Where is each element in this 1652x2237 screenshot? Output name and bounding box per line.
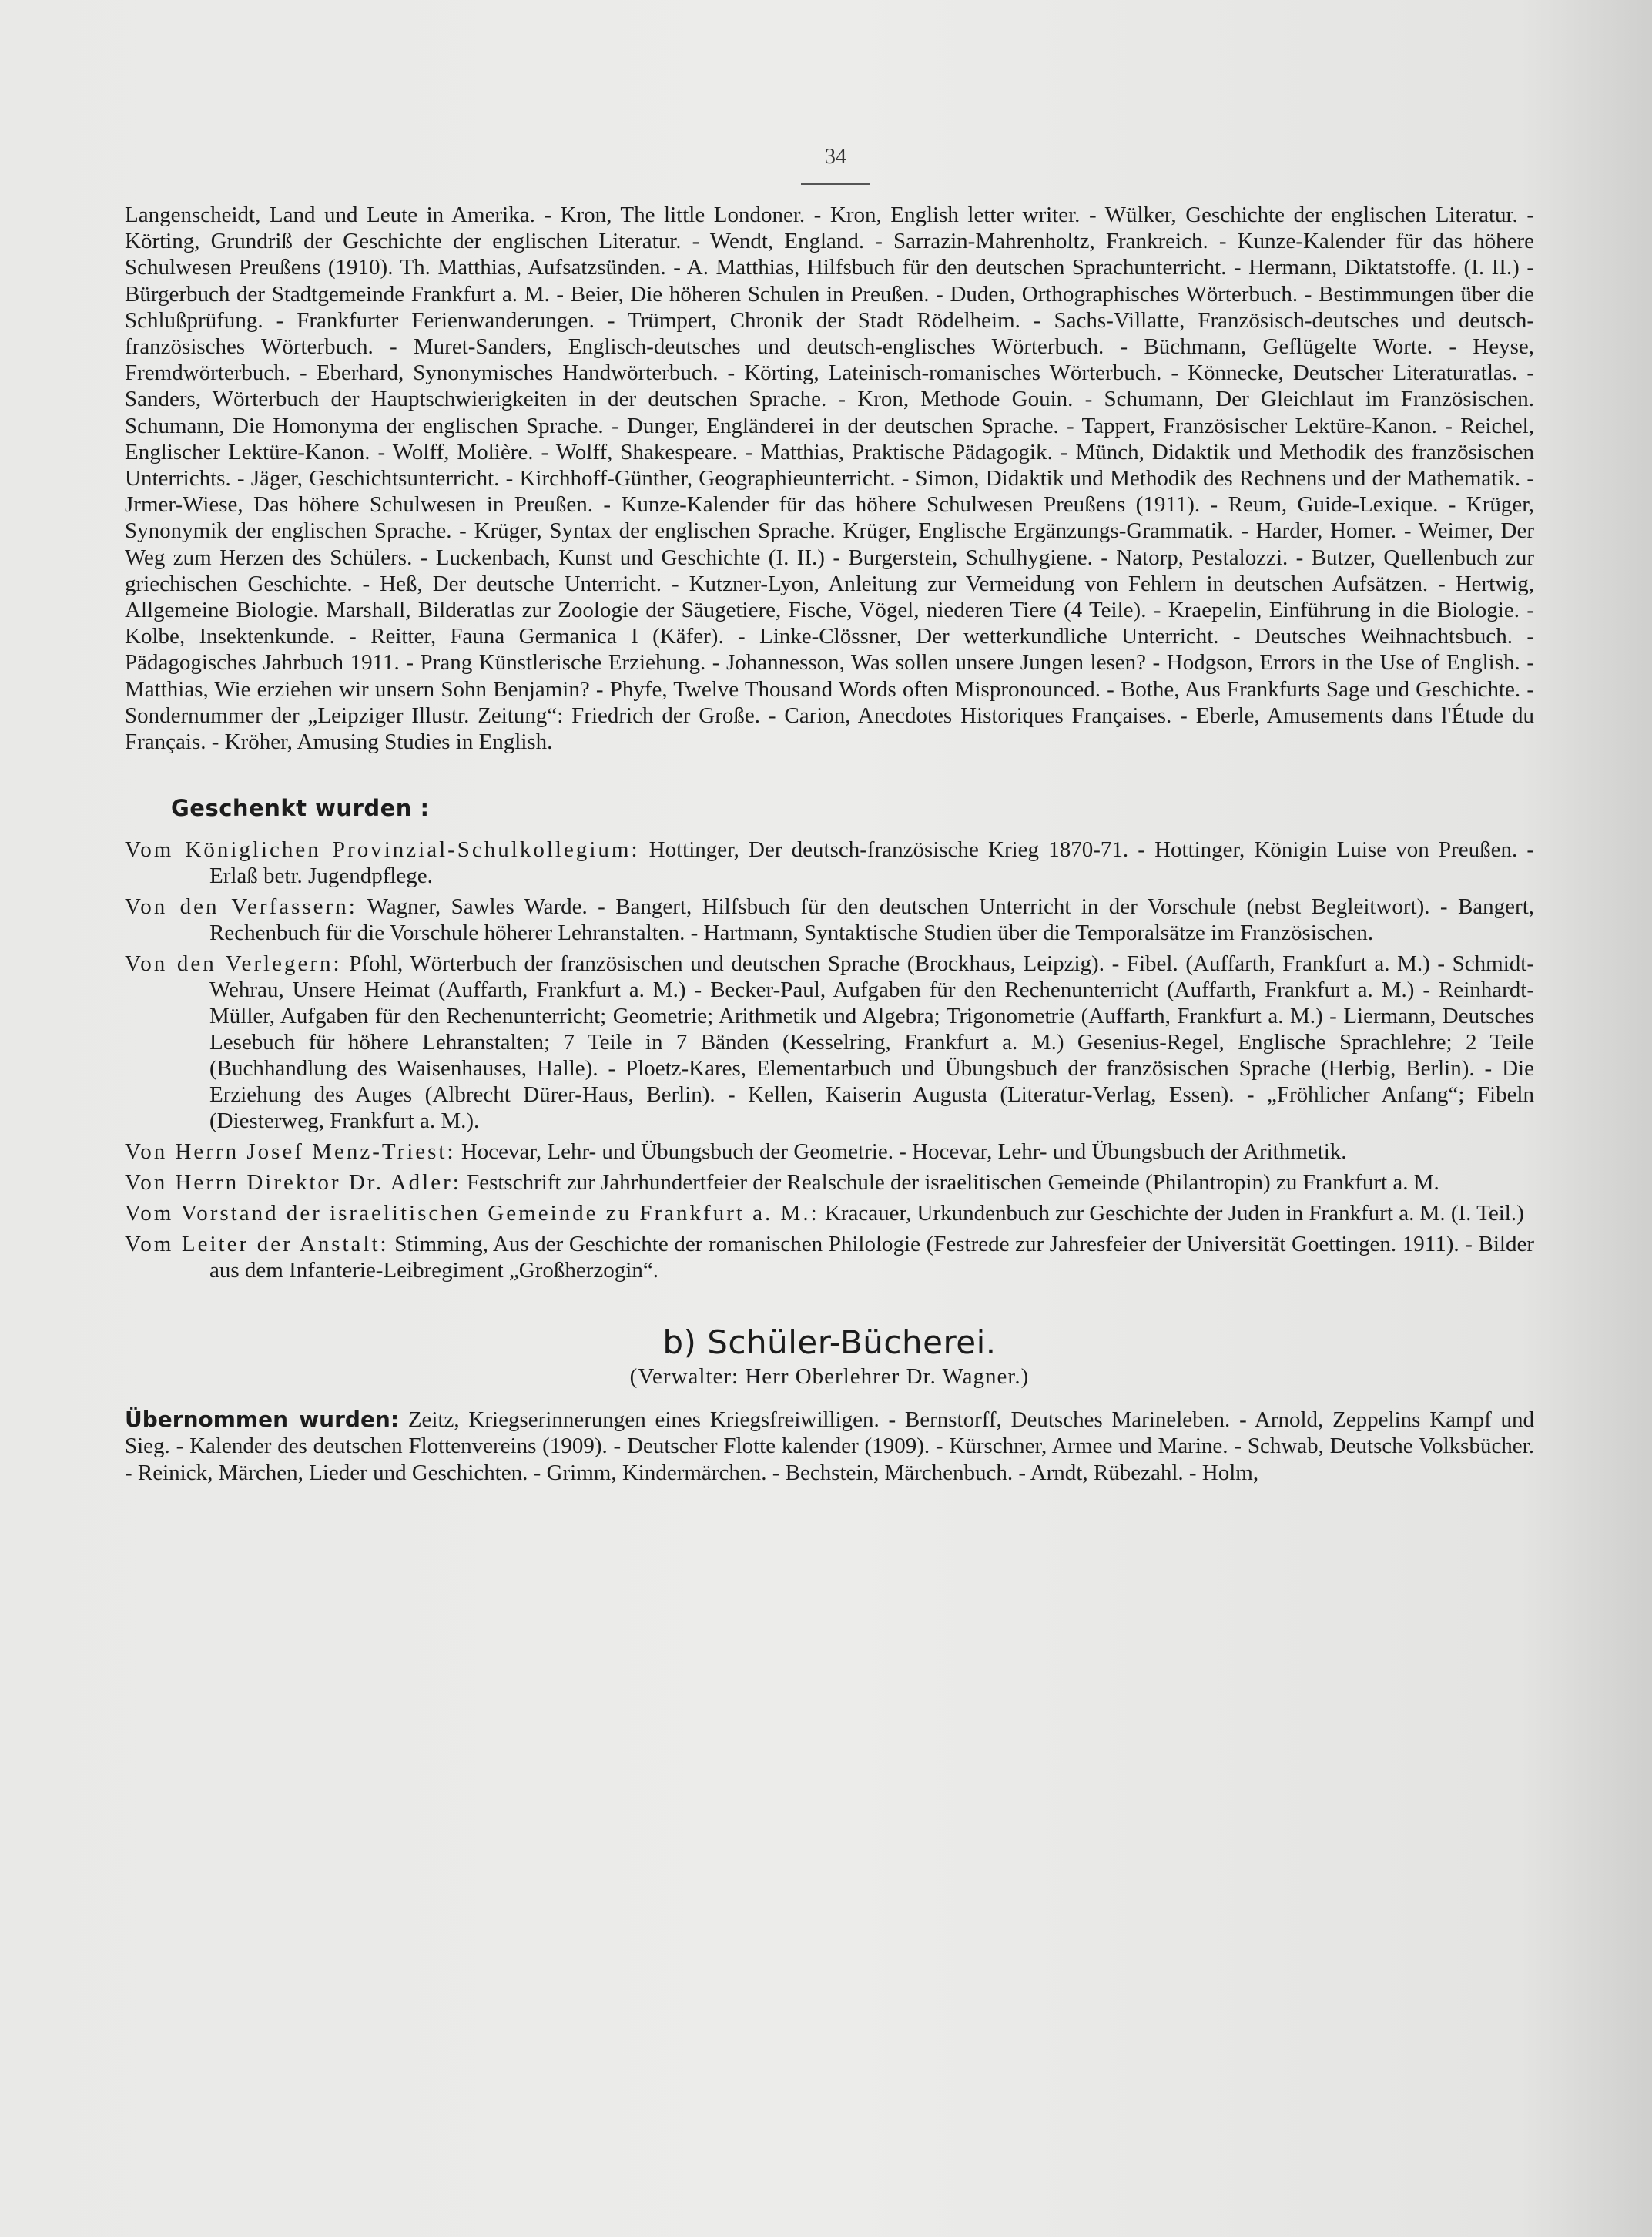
subsection-subtitle: (Verwalter: Herr Oberlehrer Dr. Wagner.)	[629, 1364, 1030, 1390]
donation-entry	[125, 837, 1534, 889]
donation-entry	[125, 894, 1534, 946]
donation-text: Hottinger, Der deutsch-französische Krieg 1870-71. - Hottinger, Königin Luise von Preußen. - Erlaß betr. Jugendpflege.	[209, 837, 1535, 889]
donation-entry	[125, 1200, 1534, 1226]
donation-entry	[125, 951, 1534, 1134]
donation-text: Hocevar, Lehr- und Übungsbuch der Geometrie. - Hocevar, Lehr- und Übungsbuch der Arithmetik.	[455, 1139, 1347, 1165]
donation-text: Festschrift zur Jahrhundertfeier der Realschule der israelitischen Gemeinde (Philantropin) zu Frankfurt a. M.	[461, 1170, 1439, 1196]
donation-donor: Von Herrn Direktor Dr. Adler:	[125, 1170, 461, 1196]
page-number-rule	[801, 183, 870, 185]
donation-donor: Von den Verlegern:	[125, 951, 342, 977]
page-content	[125, 202, 1534, 1486]
donation-donor: Von Herrn Josef Menz-Triest:	[125, 1139, 456, 1165]
donation-text: Pfohl, Wörterbuch der französischen und deutschen Sprache (Brockhaus, Leipzig). - Fibel. (Auffarth, Frankfurt a. M.) - Schmidt-Wehrau, Unsere Heimat (Auffarth, Frankfurt a. M.) - Becker-Paul, Aufgaben für den Rechenunterricht (Auffarth, Frankfurt a. M.) - Reinhardt-Müller, Aufgaben für den Rechenunterricht; Geometrie; Arithmetik und Algebra; Trigonometrie (Auffarth, Frankfurt a. M.) - Liermann, Deutsches Lesebuch für höhere Lehranstalten; 7 Teile in 7 Bänden (Kesselring, Frankfurt a. M.) Gesenius-Regel, Englische Sprachlehre; 2 Teile (Buchhandlung des Waisenhauses, Halle). - Ploetz-Kares, Elementarbuch und Übungsbuch der französischen Sprache (Herbig, Berlin). - Die Erziehung des Auges (Albrecht Dürer-Haus, Berlin). - Kellen, Kaiserin Augusta (Literatur-Verlag, Essen). - „Fröhlicher Anfang“; Fibeln (Diesterweg, Frankfurt a. M.).	[209, 951, 1534, 1134]
donation-entry	[125, 1139, 1534, 1165]
donation-donor: Vom Vorstand der israelitischen Gemeinde zu Frankfurt a. M.:	[125, 1201, 819, 1226]
taken-over-paragraph	[125, 1407, 1534, 1486]
page-number: 34	[825, 145, 846, 169]
donation-donor: Vom Königlichen Provinzial-Schulkollegium:	[125, 837, 640, 863]
donation-text: Kracauer, Urkundenbuch zur Geschichte der Juden in Frankfurt a. M. (I. Teil.)	[819, 1201, 1524, 1226]
donations-list	[125, 837, 1534, 1283]
donation-entry	[125, 1169, 1534, 1196]
donations-heading: Geschenkt wurden :	[171, 795, 430, 822]
subsection-title: b) Schüler-Bücherei.	[662, 1323, 997, 1362]
library-list-paragraph: Langenscheidt, Land und Leute in Amerika. - Kron, The little Londoner. - Kron, English letter writer. - Wülker, Geschichte der englischen Literatur. - Körting, Grundriß der Geschichte der englischen Literatur. - Wendt, England. - Sarrazin-Mahrenholtz, Frankreich. - Kunze-Kalender für das höhere Schulwesen Preußens (1910). Th. Matthias, Aufsatzsünden. - A. Matthias, Hilfsbuch für den deutschen Sprachunterricht. - Hermann, Diktatstoffe. (I. II.) - Bürgerbuch der Stadtgemeinde Frankfurt a. M. - Beier, Die höheren Schulen in Preußen. - Duden, Orthographisches Wörterbuch. - Bestimmungen über die Schlußprüfung. - Frankfurter Ferienwanderungen. - Trümpert, Chronik der Stadt Rödelheim. - Sachs-Villatte, Französisch-deutsches und deutsch-französisches Wörterbuch. - Muret-Sanders, Englisch-deutsches und deutsch-englisches Wörterbuch. - Büchmann, Geflügelte Worte. - Heyse, Fremdwörterbuch. - Eberhard, Synonymisches Handwörterbuch. - Körting, Lateinisch-romanisches Wörterbuch. - Könnecke, Deutscher Literaturatlas. - Sanders, Wörterbuch der Hauptschwierigkeiten in der deutschen Sprache. - Kron, Methode Gouin. - Schumann, Der Gleichlaut im Französischen. Schumann, Die Homonyma der englischen Sprache. - Dunger, Engländerei in der deutschen Sprache. - Tappert, Französischer Lektüre-Kanon. - Reichel, Englischer Lektüre-Kanon. - Wolff, Molière. - Wolff, Shakespeare. - Matthias, Praktische Pädagogik. - Münch, Didaktik und Methodik des französischen Unterrichts. - Jäger, Geschichtsunterricht. - Kirchhoff-Günther, Geographieunterricht. - Simon, Didaktik und Methodik des Rechnens und der Mathematik. - Jrmer-Wiese, Das höhere Schulwesen in Preußen. - Kunze-Kalender für das höhere Schulwesen Preußens (1911). - Reum, Guide-Lexique. - Krüger, Synonymik der englischen Sprache. - Krüger, Syntax der englischen Sprache. Krüger, Englische Ergänzungs-Grammatik. - Harder, Homer. - Weimer, Der Weg zum Herzen des Schülers. - Luckenbach, Kunst und Geschichte (I. II.) - Burgerstein, Schulhygiene. - Natorp, Pestalozzi. - Butzer, Quellenbuch zur griechischen Geschichte. - Heß, Der deutsche Unterricht. - Kutzner-Lyon, Anleitung zur Vermeidung von Fehlern in deutschen Aufsätzen. - Hertwig, Allgemeine Biologie. Marshall, Bilderatlas zur Zoologie der Säugetiere, Fische, Vögel, niederen Tiere (4 Teile). - Kraepelin, Einführung in die Biologie. - Kolbe, Insektenkunde. - Reitter, Fauna Germanica I (Käfer). - Linke-Clössner, Der wetterkundliche Unterricht. - Deutsches Weihnachtsbuch. - Pädagogisches Jahrbuch 1911. - Prang Künstlerische Erziehung. - Johannesson, Was sollen unsere Jungen lesen? - Hodgson, Errors in the Use of English. - Matthias, Wie erziehen wir unsern Sohn Benjamin? - Phyfe, Twelve Thousand Words often Mispronounced. - Bothe, Aus Frankfurts Sage und Geschichte. - Sondernummer der „Leipziger Illustr. Zeitung“: Friedrich der Große. - Carion, Anecdotes Historiques Françaises. - Eberle, Amusements dans l'Étude du Français. - Kröher, Amusing Studies in English.	[125, 203, 1534, 755]
donation-donor: Vom Leiter der Anstalt:	[125, 1232, 389, 1257]
donation-donor: Von den Verfassern:	[125, 894, 357, 920]
donation-entry	[125, 1231, 1534, 1283]
donation-text: Stimming, Aus der Geschichte der romanischen Philologie (Festrede zur Jahresfeier der Universität Goettingen. 1911). - Bilder aus dem Infanterie-Leibregiment „Großherzogin“.	[209, 1232, 1534, 1283]
taken-over-text: Zeitz, Kriegserinnerungen eines Kriegsfreiwilligen. - Bernstorff, Deutsches Marineleben. - Arnold, Zeppelins Kampf und Sieg. - Kalender des deutschen Flottenvereins (1909). - Deutscher Flotte kalender (1909). - Kürschner, Armee und Marine. - Schwab, Deutsche Volksbücher. - Reinick, Märchen, Lieder und Geschichten. - Grimm, Kindermärchen. - Bechstein, Märchenbuch. - Arndt, Rübezahl. - Holm,	[125, 1407, 1534, 1485]
taken-over-label: Übernommen wurden:	[125, 1407, 400, 1433]
donation-text: Wagner, Sawles Warde. - Bangert, Hilfsbuch für den deutschen Unterricht in der Vorschule (nebst Begleitwort). - Bangert, Rechenbuch für die Vorschule höherer Lehranstalten. - Hartmann, Syntaktische Studien über die Temporalsätze im Französischen.	[209, 894, 1535, 946]
